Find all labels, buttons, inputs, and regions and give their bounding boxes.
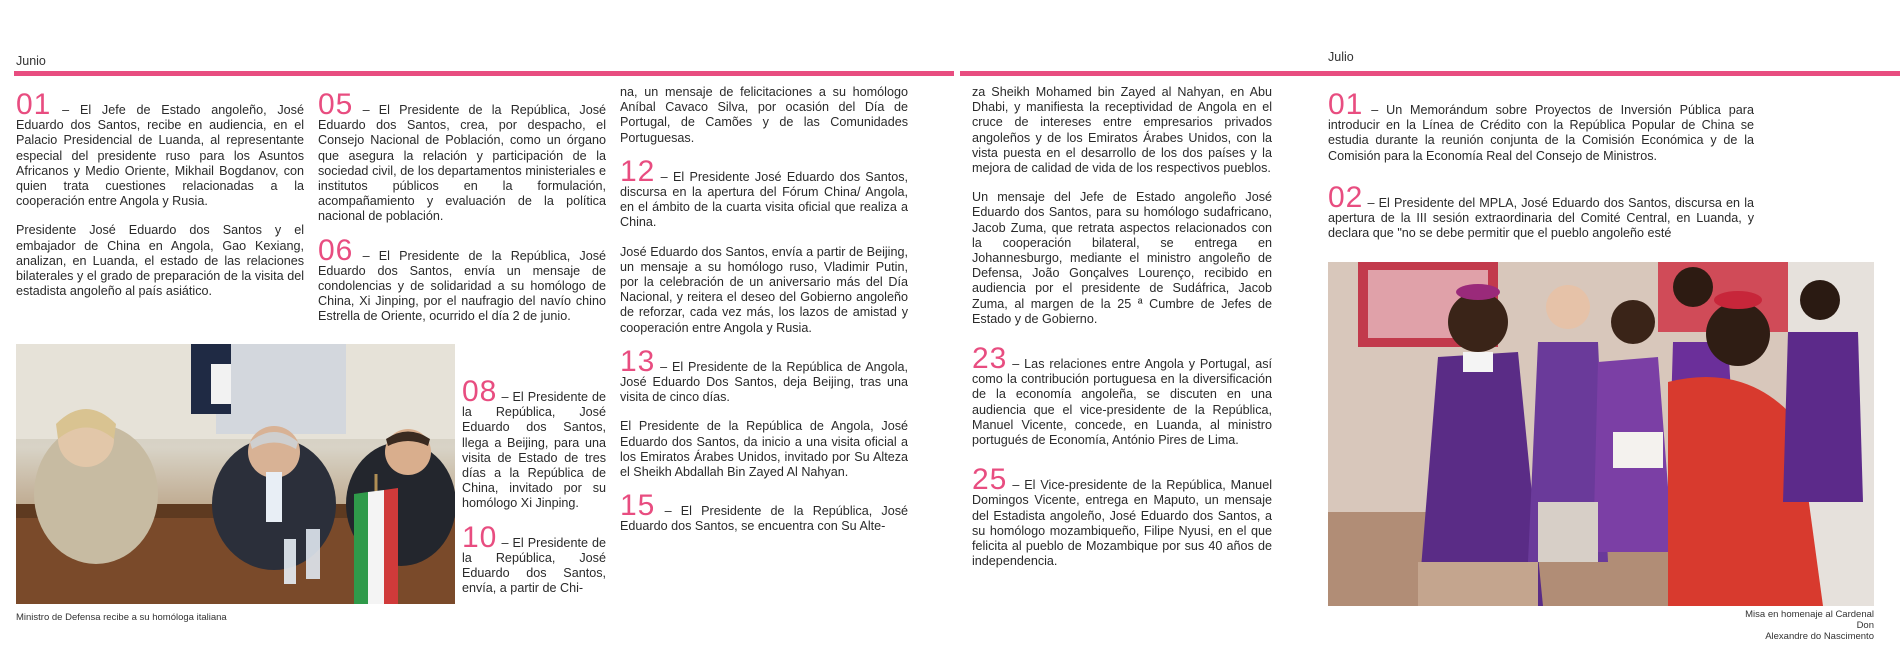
entry-text: – Las relaciones entre Angola y Portugal, así como la contribución portuguesa en la diversificación de la economía angoleña, se discuten en una audiencia que el vice-presidente de la República, Manuel Vicente, concede, en Luanda, al ministro portugués de Economía, António Pires de Lima. bbox=[972, 357, 1273, 448]
entry bbox=[1328, 88, 1754, 164]
month-header-july: Julio bbox=[1328, 50, 1354, 64]
day-number: 15 bbox=[620, 489, 656, 523]
entry bbox=[972, 342, 1273, 448]
entry-text: José Eduardo dos Santos, envía a partir de Beijing, un mensaje a su homólogo ruso, Vladimir Putin, por la celebración de un aniversario más del Día Nacional, y reitera el deseo del Gobierno angoleño de reforzar, cada vez más, los lazos de amistad y cooperación entre Angola y Rusia. bbox=[620, 244, 908, 335]
photo-illustration bbox=[1328, 262, 1874, 606]
entry bbox=[16, 223, 304, 299]
column-2-narrow bbox=[462, 375, 607, 610]
caption-line: Misa en homenaje al Cardenal bbox=[1745, 609, 1874, 620]
entry-text: – El Presidente de la República de Angola, José Eduardo Dos Santos, deja Beijing, tras una visita de cinco días. bbox=[620, 359, 908, 405]
header-rule-right bbox=[960, 71, 1900, 76]
italian-flag-icon bbox=[346, 474, 406, 604]
entry bbox=[318, 88, 606, 225]
day-number: 25 bbox=[972, 463, 1008, 497]
entry bbox=[620, 419, 908, 480]
entry-text: – El Jefe de Estado angoleño, José Eduardo dos Santos, recibe en audiencia, en el Palacio Presidencial de Luanda, al representante especial del presidente ruso para los Asuntos Africanos y Medio Oriente, Mikhail Bogdanov, con quien trata cuestiones relacionadas a la cooperación entre Angola y Rusia. bbox=[16, 103, 304, 209]
column-1 bbox=[16, 88, 304, 313]
photo-caption-right bbox=[1700, 609, 1874, 642]
day-number: 08 bbox=[462, 375, 498, 408]
day-number: 10 bbox=[462, 520, 498, 554]
entry-text: – El Presidente de la República, José Eduardo dos Santos, envía, a partir de Chi- bbox=[462, 535, 607, 596]
caption-line: Don bbox=[1856, 620, 1874, 631]
day-number: 02 bbox=[1328, 180, 1364, 214]
photo-defense-meeting bbox=[16, 344, 455, 604]
column-3 bbox=[620, 85, 908, 549]
day-number: 12 bbox=[620, 154, 656, 188]
entry-text: Presidente José Eduardo dos Santos y el embajador de China en Angola, Gao Kexiang, analizan, en Luanda, el estado de las relaciones bilaterales y el grado de preparación de la visita del estadista angoleño al país asiático. bbox=[16, 223, 304, 299]
entry-text: – El Presidente de la República, José Eduardo dos Santos, se encuentra con Su Alte- bbox=[620, 504, 908, 534]
entry bbox=[972, 463, 1272, 569]
caption-line: Alexandre do Nascimento bbox=[1765, 631, 1874, 642]
entry bbox=[462, 520, 607, 597]
column-2 bbox=[318, 88, 606, 339]
day-number: 01 bbox=[1328, 88, 1364, 121]
entry-text: za Sheikh Mohamed bin Zayed al Nahyan, en Abu Dhabi, y manifiesta la receptividad de Angola en el cruce de intereses entre empresarios privados angoleños y de los Emiratos Árabes Unidos, con la vista puesta en el desarrollo de los dos países y la mejora de calidad de vida de los respectivos pueblos. bbox=[972, 85, 1272, 176]
entry bbox=[620, 154, 909, 231]
entry bbox=[620, 344, 908, 406]
entry bbox=[318, 233, 606, 325]
header-rule-left bbox=[14, 71, 954, 76]
entry-text: El Presidente de la República de Angola, José Eduardo dos Santos, da inicio a una visita oficial a los Emiratos Árabes Unidos, invitado por Su Alteza el Sheikh Abdallah Bin Zayed Al Nahyan. bbox=[620, 419, 908, 480]
entry bbox=[620, 489, 908, 534]
entry-text: na, un mensaje de felicitaciones a su homólogo Aníbal Cavaco Silva, por ocasión del Día de Portugal, de Camões y de las Comunidades Portuguesas. bbox=[620, 85, 908, 145]
column-5 bbox=[1328, 88, 1754, 255]
entry bbox=[16, 88, 304, 209]
day-number: 05 bbox=[318, 88, 354, 121]
entry bbox=[620, 245, 908, 336]
day-number: 01 bbox=[16, 88, 52, 121]
entry-text: – El Presidente José Eduardo dos Santos, discursa en la apertura del Fórum China/ Angola, en el ámbito de la cuarta visita oficial que realiza a China. bbox=[620, 169, 909, 230]
day-number: 23 bbox=[972, 342, 1008, 376]
column-4 bbox=[972, 85, 1272, 583]
day-number: 13 bbox=[620, 344, 656, 378]
entry bbox=[462, 375, 607, 512]
month-header-june: Junio bbox=[16, 54, 46, 68]
entry bbox=[972, 190, 1272, 327]
entry bbox=[620, 85, 908, 146]
entry-text: – El Presidente de la República, José Eduardo dos Santos, envía un mensaje de condolencias y de solidaridad a su homólogo de China, Xi Jinping, por el naufragio del navío chino Estrella de Oriente, ocurrido el día 2 de junio. bbox=[318, 248, 606, 324]
entry-text: – El Presidente del MPLA, José Eduardo dos Santos, discursa en la apertura de la III sesión extraordinaria del Comité Central, en Luanda, y declara que "no se debe permitir que el pueblo angoleño esté bbox=[1328, 195, 1754, 241]
entry-text: – El Presidente de la República, José Eduardo dos Santos, llega a Beijing, para una visita de Estado de tres días a la República de China, invitado por su homólogo Xi Jinping. bbox=[462, 390, 607, 511]
entry-text: – El Presidente de la República, José Eduardo dos Santos, crea, por despacho, el Consejo Nacional de Población, como un órgano que asegura la relación y participación de la sociedad civil, de los departamentos ministeriales e institutos públicos en la formulación, acompañamiento y evaluación de la política nacional de población. bbox=[318, 103, 606, 224]
entry-text: – El Vice-presidente de la República, Manuel Domingos Vicente, entrega en Maputo, un mensaje del Estadista angoleño, José Eduardo dos Santos, a su homólogo mozambiqueño, Filipe Nyusi, en el que felicita al pueblo de Mozambique por sus 40 años de independencia. bbox=[972, 478, 1272, 569]
day-number: 06 bbox=[318, 233, 354, 267]
photo-mass-homage bbox=[1328, 262, 1874, 606]
entry-text: – Un Memorándum sobre Proyectos de Inversión Pública para introducir en la Línea de Crédito con la República Popular de China se estudia durante la reunión conjunta de la Comisión Económica y de la Comisión para la Economía Real del Consejo de Ministros. bbox=[1328, 103, 1754, 163]
entry bbox=[972, 85, 1272, 176]
photo-caption-left: Ministro de Defensa recibe a su homóloga italiana bbox=[16, 612, 227, 623]
entry bbox=[1328, 180, 1754, 242]
entry-text: Un mensaje del Jefe de Estado angoleño José Eduardo dos Santos, para su homólogo sudafricano, Jacob Zuma, que retrata aspectos relacionados con la cooperación bilateral, se entrega en Johannesburgo, mediante el ministro angoleño de Defensa, João Gonçalves Lourenço, recibido en audiencia por el presidente de Sudáfrica, Jacob Zuma, al margen de la 25 ª Cumbre de Jefes de Estado y de Gobierno. bbox=[972, 190, 1272, 326]
